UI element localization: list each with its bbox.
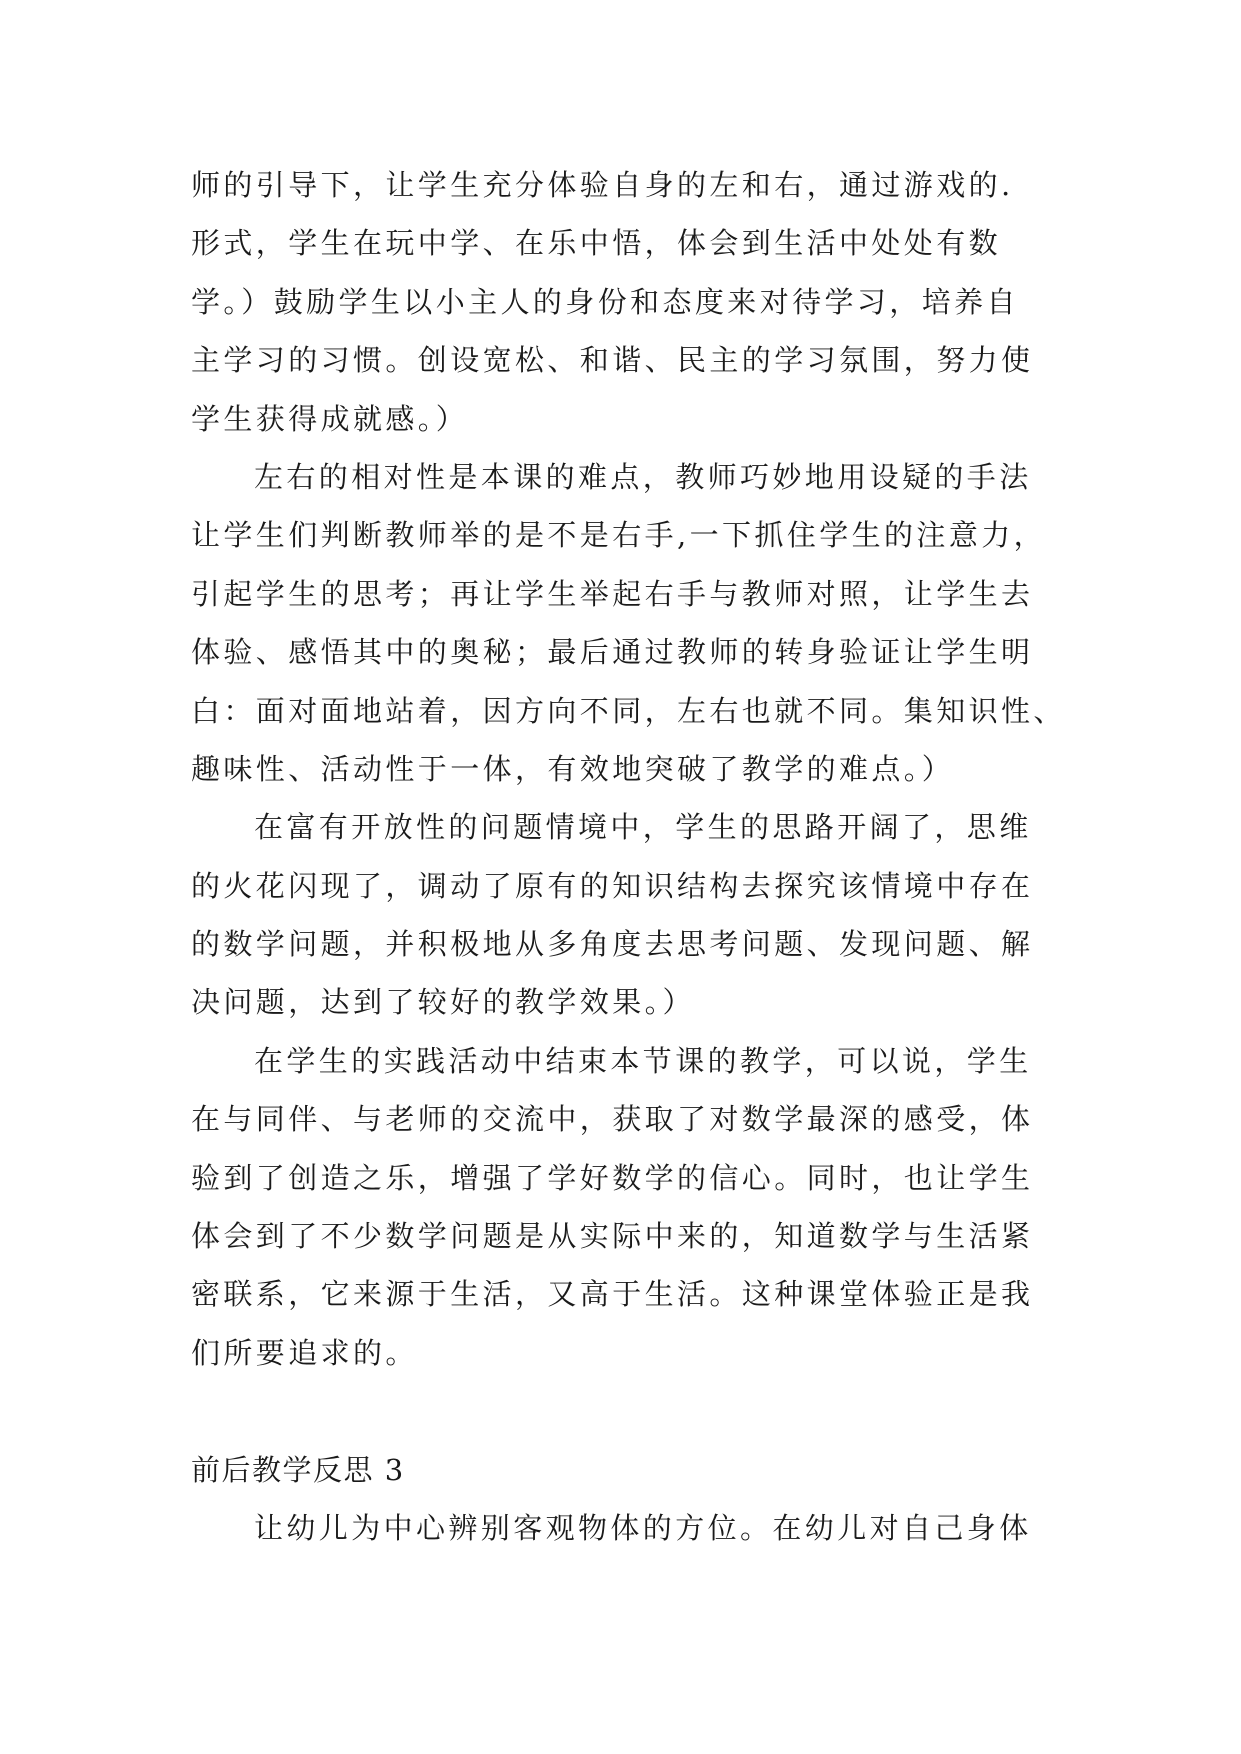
- text-line: 引起学生的思考；再让学生举起右手与教师对照，让学生去: [191, 576, 1034, 611]
- text-line: 密联系，它来源于生活，又高于生活。这种课堂体验正是我: [191, 1277, 1034, 1312]
- paragraph-2: [191, 448, 1066, 798]
- text-line: 形式，学生在玩中学、在乐中悟，体会到生活中处处有数: [191, 226, 1002, 261]
- section-heading: 前后教学反思 3: [191, 1452, 405, 1487]
- text-line: 体验、感悟其中的奥秘；最后通过教师的转身验证让学生明: [191, 635, 1034, 670]
- blank-line: [191, 1382, 1051, 1440]
- text-line: 学生获得成就感。）: [191, 401, 469, 436]
- text-line: 让学生们判断教师举的是不是右手,一下抓住学生的注意力，: [191, 518, 1047, 553]
- paragraph-3: [191, 798, 1051, 1032]
- text-line: 白：面对面地站着，因方向不同，左右也就不同。集知识性、: [191, 693, 1066, 728]
- text-line: 体会到了不少数学问题是从实际中来的，知道数学与生活紧: [191, 1219, 1034, 1254]
- text-line: 们所要追求的。: [191, 1335, 418, 1370]
- text-line: 验到了创造之乐，增强了学好数学的信心。同时，也让学生: [191, 1160, 1034, 1195]
- text-line: 决问题，达到了较好的教学效果。）: [191, 985, 695, 1020]
- text-line: 学。）鼓励学生以小主人的身份和态度来对待学习，培养自: [191, 284, 1019, 319]
- text-line: 趣味性、活动性于一体，有效地突破了教学的难点。）: [191, 751, 955, 786]
- text-line: 在富有开放性的问题情境中，学生的思路开阔了，思维: [254, 810, 1032, 845]
- paragraph-1: [191, 156, 1051, 448]
- text-line: 的火花闪现了，调动了原有的知识结构去探究该情境中存在: [191, 868, 1034, 903]
- text-line: 在与同伴、与老师的交流中，获取了对数学最深的感受，体: [191, 1102, 1034, 1137]
- text-line: 让幼儿为中心辨别客观物体的方位。在幼儿对自己身体: [254, 1510, 1032, 1545]
- document-body: [191, 156, 1066, 1557]
- text-line: 左右的相对性是本课的难点，教师巧妙地用设疑的手法: [254, 459, 1032, 494]
- text-line: 主学习的习惯。创设宽松、和谐、民主的学习氛围，努力使: [191, 343, 1034, 378]
- text-line: 的数学问题，并积极地从多角度去思考问题、发现问题、解: [191, 927, 1034, 962]
- text-line: 师的引导下，让学生充分体验自身的左和右，通过游戏的.: [191, 168, 1014, 202]
- text-line: 在学生的实践活动中结束本节课的教学，可以说，学生: [254, 1043, 1032, 1078]
- section-paragraph: [191, 1499, 1051, 1557]
- paragraph-4: [191, 1032, 1051, 1382]
